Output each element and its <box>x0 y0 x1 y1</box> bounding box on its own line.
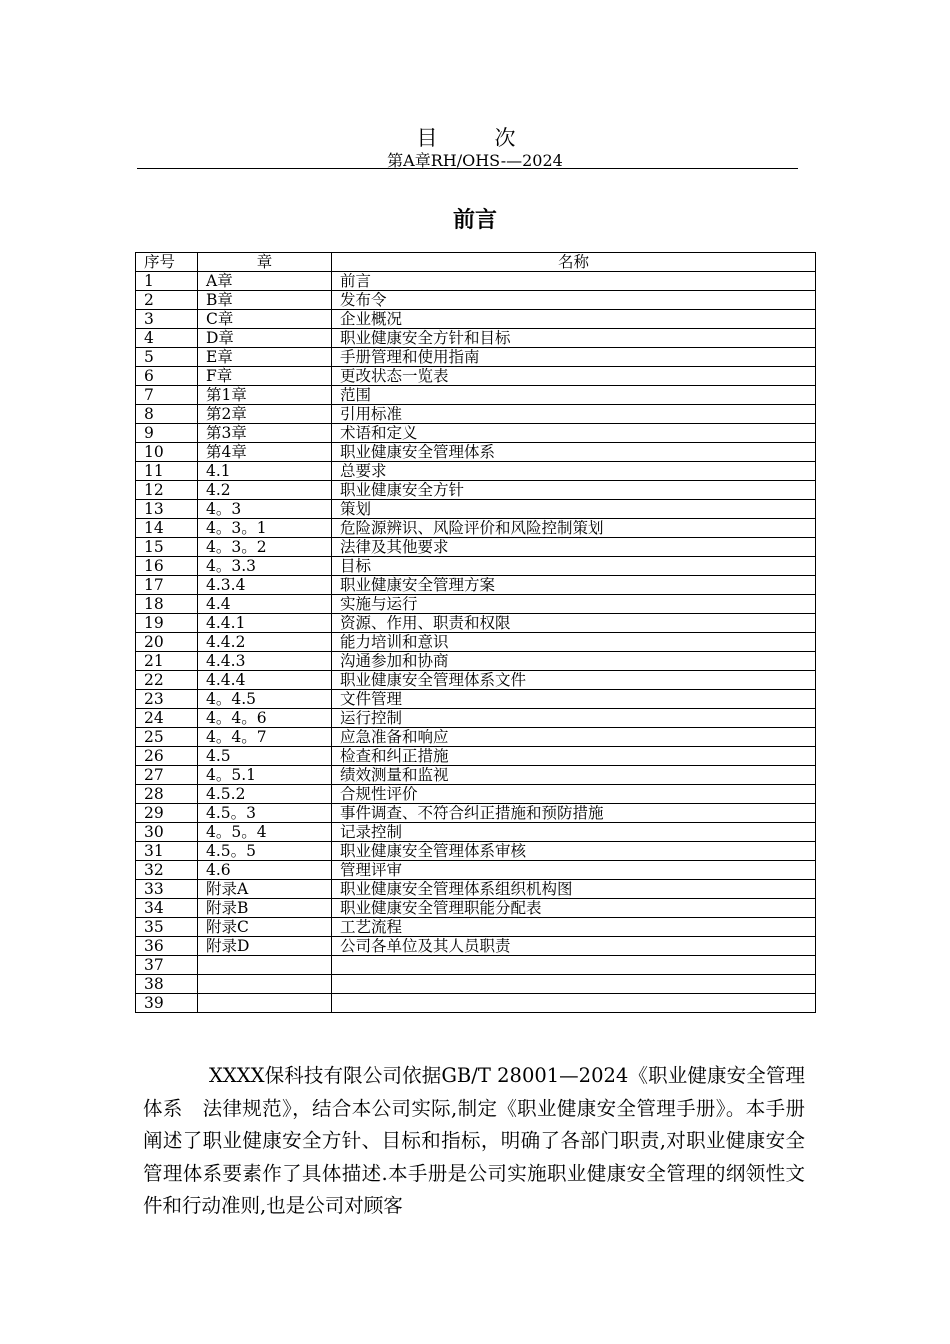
row-chapter-cell: 第2章 <box>198 405 332 424</box>
row-number-cell: 34 <box>136 899 198 918</box>
row-chapter-cell: 4.2 <box>198 481 332 500</box>
row-chapter-cell <box>198 956 332 975</box>
table-row <box>136 481 816 500</box>
row-name-cell: 范围 <box>332 386 816 405</box>
row-chapter-cell: 4.5。3 <box>198 804 332 823</box>
row-chapter-cell: B章 <box>198 291 332 310</box>
table-row <box>136 804 816 823</box>
table-row <box>136 272 816 291</box>
table-row <box>136 443 816 462</box>
row-chapter-cell: 4.5.2 <box>198 785 332 804</box>
row-chapter-cell: 第1章 <box>198 386 332 405</box>
row-number-cell: 4 <box>136 329 198 348</box>
row-chapter-cell: 4.5。5 <box>198 842 332 861</box>
row-name-cell: 目标 <box>332 557 816 576</box>
row-chapter-cell: 附录A <box>198 880 332 899</box>
row-number-cell: 10 <box>136 443 198 462</box>
table-row <box>136 956 816 975</box>
table-row <box>136 975 816 994</box>
row-number-cell: 12 <box>136 481 198 500</box>
row-number-cell: 38 <box>136 975 198 994</box>
row-name-cell: 更改状态一览表 <box>332 367 816 386</box>
row-number-cell: 31 <box>136 842 198 861</box>
row-name-cell: 职业健康安全管理体系组织机构图 <box>332 880 816 899</box>
row-chapter-cell: 4.4.2 <box>198 633 332 652</box>
table-row <box>136 994 816 1013</box>
table-row <box>136 424 816 443</box>
row-number-cell: 36 <box>136 937 198 956</box>
table-row <box>136 918 816 937</box>
row-chapter-cell: 4。4。6 <box>198 709 332 728</box>
row-chapter-cell: 第4章 <box>198 443 332 462</box>
row-chapter-cell <box>198 975 332 994</box>
row-chapter-cell: 4.4 <box>198 595 332 614</box>
row-number-cell: 16 <box>136 557 198 576</box>
row-number-cell: 9 <box>136 424 198 443</box>
row-name-cell: 危险源辨识、风险评价和风险控制策划 <box>332 519 816 538</box>
row-name-cell: 工艺流程 <box>332 918 816 937</box>
row-chapter-cell: 4.5 <box>198 747 332 766</box>
table-row <box>136 595 816 614</box>
row-chapter-cell: C章 <box>198 310 332 329</box>
row-name-cell: 职业健康安全管理体系审核 <box>332 842 816 861</box>
table-row <box>136 861 816 880</box>
row-chapter-cell: 第3章 <box>198 424 332 443</box>
table-row <box>136 728 816 747</box>
table-row <box>136 348 816 367</box>
row-chapter-cell: 4。5.1 <box>198 766 332 785</box>
row-chapter-cell: 4。4。7 <box>198 728 332 747</box>
row-number-cell: 5 <box>136 348 198 367</box>
row-name-cell: 职业健康安全管理体系 <box>332 443 816 462</box>
table-row <box>136 671 816 690</box>
row-number-cell: 8 <box>136 405 198 424</box>
row-chapter-cell: 4.3.4 <box>198 576 332 595</box>
table-row <box>136 709 816 728</box>
row-name-cell: 策划 <box>332 500 816 519</box>
row-number-cell: 29 <box>136 804 198 823</box>
row-name-cell <box>332 994 816 1013</box>
table-row <box>136 538 816 557</box>
row-number-cell: 7 <box>136 386 198 405</box>
row-chapter-cell: 4.6 <box>198 861 332 880</box>
row-number-cell: 23 <box>136 690 198 709</box>
row-name-cell: 总要求 <box>332 462 816 481</box>
row-name-cell: 企业概况 <box>332 310 816 329</box>
contents-table <box>135 252 816 1013</box>
table-row <box>136 899 816 918</box>
row-chapter-cell: 4.1 <box>198 462 332 481</box>
table-row <box>136 880 816 899</box>
table-row <box>136 842 816 861</box>
column-header-number: 序号 <box>136 253 198 272</box>
header-divider <box>137 168 798 169</box>
table-row <box>136 747 816 766</box>
row-chapter-cell: 附录B <box>198 899 332 918</box>
row-name-cell: 记录控制 <box>332 823 816 842</box>
table-header-row <box>136 253 816 272</box>
row-name-cell: 管理评审 <box>332 861 816 880</box>
row-number-cell: 35 <box>136 918 198 937</box>
row-number-cell: 26 <box>136 747 198 766</box>
row-number-cell: 17 <box>136 576 198 595</box>
table-row <box>136 386 816 405</box>
row-number-cell: 20 <box>136 633 198 652</box>
row-chapter-cell: 4。5。4 <box>198 823 332 842</box>
page-title: 目 次 <box>416 126 534 150</box>
row-name-cell: 运行控制 <box>332 709 816 728</box>
row-chapter-cell: 4.4.4 <box>198 671 332 690</box>
column-header-chapter: 章 <box>198 253 332 272</box>
table-row <box>136 329 816 348</box>
row-name-cell: 职业健康安全管理职能分配表 <box>332 899 816 918</box>
table-row <box>136 519 816 538</box>
row-chapter-cell: 4.4.3 <box>198 652 332 671</box>
row-number-cell: 6 <box>136 367 198 386</box>
row-name-cell: 手册管理和使用指南 <box>332 348 816 367</box>
table-row <box>136 405 816 424</box>
row-name-cell: 实施与运行 <box>332 595 816 614</box>
row-chapter-cell: A章 <box>198 272 332 291</box>
row-name-cell: 事件调查、不符合纠正措施和预防措施 <box>332 804 816 823</box>
row-number-cell: 15 <box>136 538 198 557</box>
row-name-cell: 资源、作用、职责和权限 <box>332 614 816 633</box>
row-name-cell: 职业健康安全方针 <box>332 481 816 500</box>
row-chapter-cell: 4。3.3 <box>198 557 332 576</box>
row-number-cell: 21 <box>136 652 198 671</box>
row-number-cell: 11 <box>136 462 198 481</box>
row-name-cell: 检查和纠正措施 <box>332 747 816 766</box>
row-name-cell: 沟通参加和协商 <box>332 652 816 671</box>
row-chapter-cell <box>198 994 332 1013</box>
row-number-cell: 18 <box>136 595 198 614</box>
table-row <box>136 462 816 481</box>
row-name-cell: 发布令 <box>332 291 816 310</box>
row-name-cell: 能力培训和意识 <box>332 633 816 652</box>
row-number-cell: 1 <box>136 272 198 291</box>
row-number-cell: 33 <box>136 880 198 899</box>
row-chapter-cell: 附录D <box>198 937 332 956</box>
table-row <box>136 690 816 709</box>
row-number-cell: 30 <box>136 823 198 842</box>
table-row <box>136 291 816 310</box>
row-number-cell: 39 <box>136 994 198 1013</box>
table-row <box>136 557 816 576</box>
row-number-cell: 19 <box>136 614 198 633</box>
table-row <box>136 500 816 519</box>
row-name-cell: 前言 <box>332 272 816 291</box>
row-name-cell: 术语和定义 <box>332 424 816 443</box>
intro-paragraph: XXXX保科技有限公司依据GB/T 28001—2024《职业健康安全管理体系 法律规范》，结合本公司实际,制定《职业健康安全管理手册》。本手册阐述了职业健康安全方针、目标和指标，明确了各部门职责,对职业健康安全管理体系要素作了具体描述.本手册是公司实施职业健康安全管理的纲领性文件和行动准则,也是公司对顾客 <box>143 1064 805 1217</box>
row-name-cell: 文件管理 <box>332 690 816 709</box>
table-row <box>136 633 816 652</box>
section-title: 前言 <box>452 208 497 233</box>
table-row <box>136 576 816 595</box>
row-chapter-cell: 4。3。1 <box>198 519 332 538</box>
document-code: 第A章RH/OHS-—2024 <box>387 151 563 170</box>
row-name-cell: 绩效测量和监视 <box>332 766 816 785</box>
row-chapter-cell: D章 <box>198 329 332 348</box>
table-row <box>136 823 816 842</box>
row-name-cell <box>332 956 816 975</box>
row-name-cell <box>332 975 816 994</box>
row-chapter-cell: 附录C <box>198 918 332 937</box>
row-number-cell: 25 <box>136 728 198 747</box>
table-row <box>136 652 816 671</box>
row-name-cell: 职业健康安全管理方案 <box>332 576 816 595</box>
row-chapter-cell: 4。3。2 <box>198 538 332 557</box>
row-number-cell: 3 <box>136 310 198 329</box>
row-number-cell: 32 <box>136 861 198 880</box>
row-number-cell: 2 <box>136 291 198 310</box>
row-number-cell: 13 <box>136 500 198 519</box>
row-name-cell: 职业健康安全管理体系文件 <box>332 671 816 690</box>
table-row <box>136 766 816 785</box>
table-row <box>136 310 816 329</box>
row-name-cell: 法律及其他要求 <box>332 538 816 557</box>
row-name-cell: 合规性评价 <box>332 785 816 804</box>
row-number-cell: 14 <box>136 519 198 538</box>
row-chapter-cell: 4。3 <box>198 500 332 519</box>
row-chapter-cell: 4.4.1 <box>198 614 332 633</box>
row-chapter-cell: F章 <box>198 367 332 386</box>
table-row <box>136 367 816 386</box>
table-row <box>136 937 816 956</box>
row-number-cell: 28 <box>136 785 198 804</box>
column-header-name: 名称 <box>332 253 816 272</box>
table-body <box>136 272 816 1013</box>
row-number-cell: 22 <box>136 671 198 690</box>
table-row <box>136 614 816 633</box>
row-number-cell: 24 <box>136 709 198 728</box>
row-chapter-cell: 4。4.5 <box>198 690 332 709</box>
row-chapter-cell: E章 <box>198 348 332 367</box>
row-name-cell: 职业健康安全方针和目标 <box>332 329 816 348</box>
table-row <box>136 785 816 804</box>
row-number-cell: 27 <box>136 766 198 785</box>
row-name-cell: 引用标准 <box>332 405 816 424</box>
row-name-cell: 公司各单位及其人员职责 <box>332 937 816 956</box>
row-name-cell: 应急准备和响应 <box>332 728 816 747</box>
row-number-cell: 37 <box>136 956 198 975</box>
